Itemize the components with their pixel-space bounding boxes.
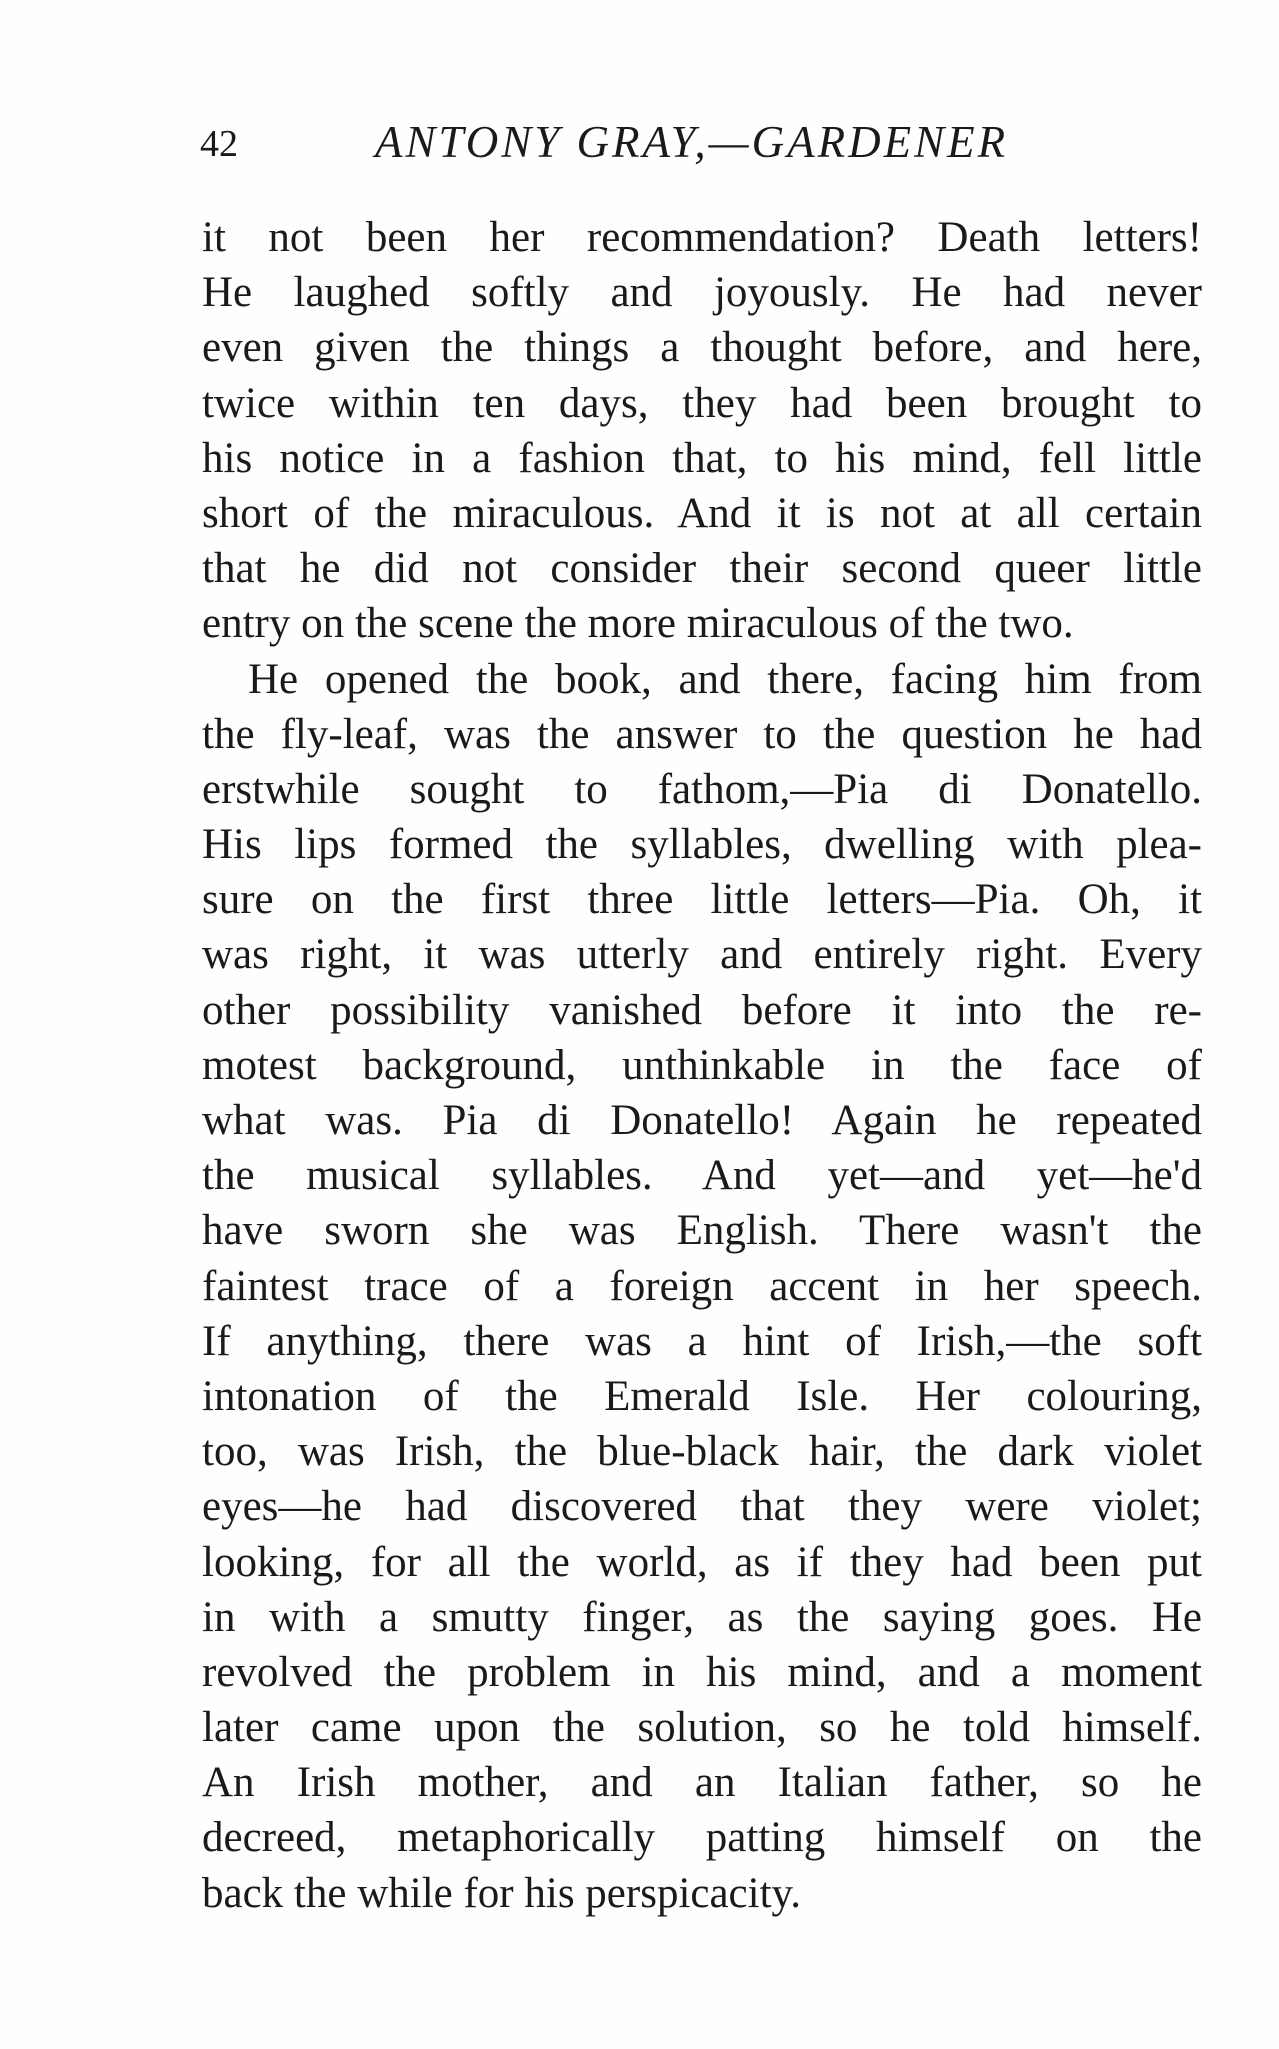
text-line: it not been her recommendation? Death letters!: [202, 214, 1202, 261]
text-line: motest background, unthinkable in the face of: [202, 1041, 1202, 1089]
text-line: erstwhile sought to fathom,—Pia di Donatello.: [202, 765, 1202, 813]
text-line: later came upon the solution, so he told himself.: [202, 1704, 1202, 1752]
text-line: looking, for all the world, as if they had been put: [202, 1538, 1202, 1586]
text-line: decreed, metaphorically patting himself on the: [202, 1814, 1202, 1862]
text-line: His lips formed the syllables, dwelling with plea-: [202, 821, 1202, 869]
text-line: his notice in a fashion that, to his mind, fell little: [202, 434, 1202, 482]
text-line: revolved the problem in his mind, and a moment: [202, 1648, 1202, 1696]
text-line: short of the miraculous. And it is not at all certain: [202, 489, 1202, 537]
text-line: back the while for his perspicacity.: [202, 1869, 801, 1917]
page-number: 42: [200, 123, 238, 165]
text-line: too, was Irish, the blue-black hair, the dark violet: [202, 1428, 1202, 1476]
text-line: eyes—he had discovered that they were violet;: [202, 1483, 1202, 1531]
page-header: [200, 112, 1200, 172]
running-title: ANTONY GRAY,—GARDENER: [375, 117, 1009, 167]
text-line: twice within ten days, they had been brought to: [202, 379, 1202, 427]
text-line: that he did not consider their second queer little: [202, 545, 1202, 593]
text-line: sure on the first three little letters—Pia. Oh, it: [202, 876, 1202, 924]
text-line: the fly-leaf, was the answer to the question he had: [202, 710, 1202, 758]
text-line: other possibility vanished before it into the re-: [202, 986, 1202, 1034]
text-line: An Irish mother, and an Italian father, so he: [202, 1759, 1202, 1807]
text-line: what was. Pia di Donatello! Again he repeated: [202, 1097, 1202, 1144]
text-line: He laughed softly and joyously. He had never: [202, 269, 1202, 317]
text-line: He opened the book, and there, facing him from: [248, 655, 1202, 703]
text-line: have sworn she was English. There wasn't the: [202, 1207, 1202, 1255]
text-line: was right, it was utterly and entirely right. Every: [202, 931, 1202, 979]
text-line: even given the things a thought before, and here,: [202, 324, 1202, 372]
text-line: entry on the scene the more miraculous of the two.: [202, 600, 1074, 648]
text-line: faintest trace of a foreign accent in her speech.: [202, 1262, 1202, 1310]
text-line: intonation of the Emerald Isle. Her colouring,: [202, 1372, 1202, 1420]
body-text: [202, 210, 1202, 1921]
text-line: the musical syllables. And yet—and yet—he'd: [202, 1152, 1202, 1200]
text-line: in with a smutty finger, as the saying goes. He: [202, 1593, 1202, 1641]
text-line: If anything, there was a hint of Irish,—the soft: [202, 1317, 1202, 1365]
